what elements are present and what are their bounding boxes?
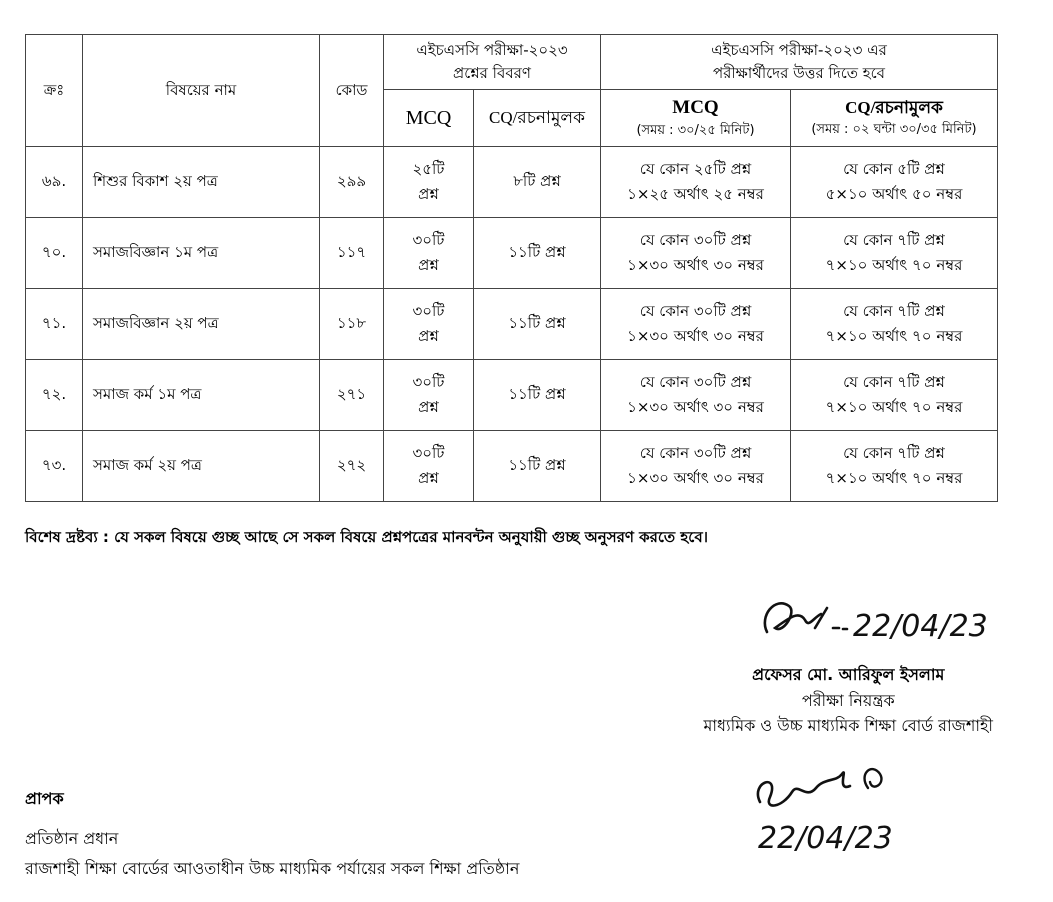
row-mcq-answer-count: যে কোন ৩০টি প্রশ্ন — [639, 372, 752, 391]
row-mcq-count: ৩০টি — [412, 372, 445, 391]
header-serial: ক্রঃ — [26, 35, 83, 147]
table-row — [26, 147, 998, 218]
row-mcq-count: ৩০টি — [412, 301, 445, 320]
signatory-name: প্রফেসর মো. আরিফুল ইসলাম — [752, 665, 945, 684]
header-cq-answer — [791, 90, 998, 147]
row-cq-answer-marks: ৭×১০ অর্থাৎ ৭০ নম্বর — [825, 256, 963, 274]
header-mcq-time: (সময় : ৩০/২৫ মিনিট) — [636, 123, 755, 139]
signature-scribble — [755, 588, 1015, 658]
row-cq-answer-marks: ৭×১০ অর্থাৎ ৭০ নম্বর — [825, 327, 963, 345]
row-cq-answer — [791, 431, 998, 502]
row-mcq-answer-count: যে কোন ৩০টি প্রশ্ন — [639, 301, 752, 320]
row-cq-answer — [791, 147, 998, 218]
recipient-role: প্রতিষ্ঠান প্রধান — [25, 829, 119, 848]
row-cq-answer-count: যে কোন ৭টি প্রশ্ন — [843, 301, 945, 320]
header-cq-time: (সময় : ০২ ঘন্টা ৩০/৩৫ মিনিট) — [811, 122, 977, 138]
row-mcq-answer — [601, 360, 791, 431]
header-subject: বিষয়ের নাম — [83, 35, 320, 147]
row-cq: ১১টি প্রশ্ন — [474, 218, 601, 289]
row-mcq — [384, 289, 474, 360]
header-exam-group-line2: প্রশ্নের বিবরণ — [453, 63, 531, 82]
row-mcq-answer-count: যে কোন ২৫টি প্রশ্ন — [639, 159, 752, 178]
row-mcq — [384, 431, 474, 502]
row-mcq-answer — [601, 218, 791, 289]
row-subject: সমাজবিজ্ঞান ২য় পত্র — [83, 289, 320, 360]
row-mcq-answer-marks: ১×৩০ অর্থাৎ ৩০ নম্বর — [627, 398, 764, 416]
row-subject: শিশুর বিকাশ ২য় পত্র — [83, 147, 320, 218]
signatory-title: পরীক্ষা নিয়ন্ত্রক — [801, 690, 895, 710]
row-cq-answer — [791, 289, 998, 360]
row-mcq-unit: প্রশ্ন — [418, 185, 439, 203]
header-exam-group-line1: এইচএসসি পরীক্ষা-২০২৩ — [416, 41, 568, 59]
row-mcq-count: ৩০টি — [412, 230, 445, 249]
header-answer-group — [601, 35, 998, 90]
row-serial: ৭১. — [26, 289, 83, 360]
row-mcq-answer — [601, 431, 791, 502]
row-cq-answer-count: যে কোন ৭টি প্রশ্ন — [843, 372, 945, 391]
row-cq: ১১টি প্রশ্ন — [474, 431, 601, 502]
row-mcq-answer-count: যে কোন ৩০টি প্রশ্ন — [639, 443, 752, 462]
row-subject: সমাজ কর্ম ১ম পত্র — [83, 360, 320, 431]
header-answer-group-line2: পরীক্ষার্থীদের উত্তর দিতে হবে — [712, 63, 886, 82]
row-cq: ১১টি প্রশ্ন — [474, 289, 601, 360]
special-note: বিশেষ দ্রষ্টব্য : যে সকল বিষয়ে গুচ্ছ আছে সে সকল বিষয়ে প্রশ্নপত্রের মানবন্টন অনুযায়ী গুচ্ছ অনুসরণ করতে হবে। — [25, 528, 709, 546]
row-mcq-answer — [601, 147, 791, 218]
recipient-scope: রাজশাহী শিক্ষা বোর্ডের আওতাধীন উচ্চ মাধ্যমিক পর্যায়ের সকল শিক্ষা প্রতিষ্ঠান — [25, 859, 520, 878]
row-serial: ৭২. — [26, 360, 83, 431]
table-row — [26, 360, 998, 431]
row-serial: ৬৯. — [26, 147, 83, 218]
row-mcq — [384, 218, 474, 289]
row-cq-answer-marks: ৭×১০ অর্থাৎ ৭০ নম্বর — [825, 398, 963, 416]
table-row — [26, 431, 998, 502]
row-mcq-unit: প্রশ্ন — [418, 327, 439, 345]
header-mcq: MCQ — [384, 90, 474, 147]
row-cq-answer — [791, 360, 998, 431]
header-cq-answer-label: CQ/রচনামুলক — [845, 98, 943, 117]
row-mcq-answer-count: যে কোন ৩০টি প্রশ্ন — [639, 230, 752, 249]
recipient-label: প্রাপক — [25, 789, 64, 808]
row-code: ১১৭ — [320, 218, 384, 289]
header-cq: CQ/রচনামুলক — [474, 90, 601, 147]
signatory-office: মাধ্যমিক ও উচ্চ মাধ্যমিক শিক্ষা বোর্ড রাজশাহী — [703, 716, 993, 736]
row-mcq-answer-marks: ১×২৫ অর্থাৎ ২৫ নম্বর — [627, 185, 764, 203]
row-cq-answer-marks: ৭×১০ অর্থাৎ ৭০ নম্বর — [825, 469, 963, 487]
header-exam-group — [384, 35, 601, 90]
header-mcq-answer — [601, 90, 791, 147]
row-code: ২৭২ — [320, 431, 384, 502]
header-row-top — [26, 35, 998, 90]
initial-date: 22/04/23 — [758, 821, 893, 856]
row-subject: সমাজ কর্ম ২য় পত্র — [83, 431, 320, 502]
row-code: ১১৮ — [320, 289, 384, 360]
row-serial: ৭০. — [26, 218, 83, 289]
row-mcq — [384, 147, 474, 218]
row-cq-answer-marks: ৫×১০ অর্থাৎ ৫০ নম্বর — [825, 185, 963, 203]
row-mcq-count: ৩০টি — [412, 443, 445, 462]
row-code: ২৭১ — [320, 360, 384, 431]
row-mcq-unit: প্রশ্ন — [418, 469, 439, 487]
header-mcq-answer-label: MCQ — [672, 96, 719, 118]
header-code: কোড — [320, 35, 384, 147]
row-cq-answer-count: যে কোন ৭টি প্রশ্ন — [843, 443, 945, 462]
signature-date-1: 22/04/23 — [853, 609, 988, 644]
signature-block — [704, 662, 993, 739]
row-cq-answer — [791, 218, 998, 289]
row-cq: ১১টি প্রশ্ন — [474, 360, 601, 431]
exam-distribution-table — [25, 34, 998, 502]
row-mcq-unit: প্রশ্ন — [418, 256, 439, 274]
row-cq-answer-count: যে কোন ৭টি প্রশ্ন — [843, 230, 945, 249]
row-mcq — [384, 360, 474, 431]
header-answer-group-line1: এইচএসসি পরীক্ষা-২০২৩ এর — [711, 41, 887, 59]
initial-scribble — [740, 752, 940, 862]
row-mcq-unit: প্রশ্ন — [418, 398, 439, 416]
table-row — [26, 289, 998, 360]
row-mcq-answer — [601, 289, 791, 360]
row-mcq-answer-marks: ১×৩০ অর্থাৎ ৩০ নম্বর — [627, 256, 764, 274]
row-cq: ৮টি প্রশ্ন — [474, 147, 601, 218]
row-cq-answer-count: যে কোন ৫টি প্রশ্ন — [843, 159, 945, 178]
row-subject: সমাজবিজ্ঞান ১ম পত্র — [83, 218, 320, 289]
row-code: ২৯৯ — [320, 147, 384, 218]
table-row — [26, 218, 998, 289]
row-mcq-answer-marks: ১×৩০ অর্থাৎ ৩০ নম্বর — [627, 469, 764, 487]
row-mcq-answer-marks: ১×৩০ অর্থাৎ ৩০ নম্বর — [627, 327, 764, 345]
row-mcq-count: ২৫টি — [412, 159, 445, 178]
row-serial: ৭৩. — [26, 431, 83, 502]
